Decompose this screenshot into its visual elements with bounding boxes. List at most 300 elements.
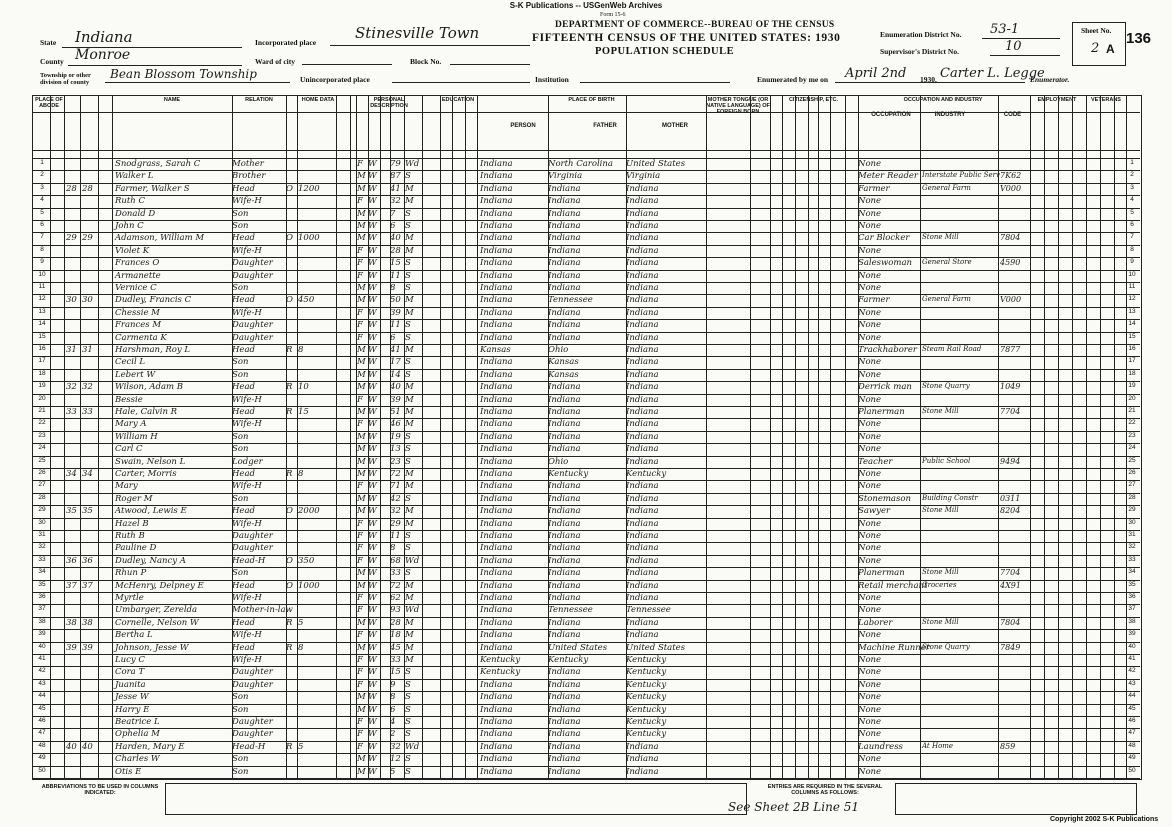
cell-val: 8 — [298, 469, 304, 479]
cell-race: W — [368, 394, 377, 405]
cell-mbp: Indiana — [626, 345, 659, 355]
cell-sex: F — [357, 196, 363, 207]
cell-rel: Head-H — [232, 555, 266, 566]
cell-ind: General Farm — [922, 295, 971, 304]
cell-occ: None — [858, 469, 882, 479]
cell-occ: None — [858, 481, 882, 492]
cell-age: 32 — [390, 506, 401, 517]
cell-occ: None — [858, 307, 882, 318]
cell-name: Harry E — [115, 704, 150, 715]
cell-age: 68 — [390, 555, 401, 566]
cell-age: 18 — [390, 630, 401, 641]
grid-column-line — [706, 95, 707, 778]
cell-sex: F — [357, 481, 363, 492]
cell-fbp: Indiana — [548, 320, 581, 331]
cell-race: W — [368, 766, 377, 777]
cell-name: Hale, Calvin R — [115, 407, 178, 417]
cell-occ: Stonemason — [858, 493, 911, 504]
cell-fbp: Indiana — [548, 444, 581, 455]
cell-n: 21 — [38, 407, 46, 414]
cell-mbp: Indiana — [626, 531, 659, 541]
row-number-right: 27 — [1128, 481, 1136, 489]
cell-mar: S — [405, 766, 411, 777]
cell-n: 33 — [38, 555, 46, 563]
cell-occ: Teacher — [858, 456, 893, 467]
cell-race: W — [368, 307, 377, 318]
cell-age: 15 — [390, 258, 401, 269]
cell-n: 23 — [38, 431, 46, 439]
cell-n: 16 — [38, 345, 46, 352]
cell-val: 15 — [298, 407, 309, 417]
cell-race: W — [368, 258, 377, 269]
column-group-3: RELATION — [245, 97, 273, 103]
cell-fbp: Indiana — [548, 493, 581, 504]
cell-sex: F — [357, 667, 363, 678]
cell-val: 5 — [298, 741, 304, 752]
cell-rel: Son — [232, 692, 249, 703]
cell-own: O — [286, 183, 293, 194]
cell-bp: Indiana — [480, 221, 513, 231]
see-sheet-note: See Sheet 2B Line 51 — [728, 800, 860, 814]
cell-occ: None — [858, 754, 882, 765]
cell-val: 1000 — [298, 233, 320, 244]
cell-bp: Indiana — [480, 196, 513, 207]
cell-n: 38 — [38, 617, 46, 625]
cell-rel: Son — [232, 704, 249, 715]
cell-rel: Wife-H — [232, 196, 262, 207]
grid-column-line — [1086, 95, 1087, 778]
enumerator-label: Enumerator. — [1030, 75, 1070, 84]
entries-table — [895, 783, 1137, 815]
cell-fbp: Indiana — [548, 741, 581, 752]
cell-own: O — [286, 233, 293, 244]
cell-mbp: Indiana — [626, 295, 659, 306]
cell-fbp: Indiana — [548, 580, 581, 591]
cell-occ: None — [858, 283, 882, 293]
cell-fbp: Indiana — [548, 729, 581, 740]
cell-sex: F — [357, 307, 363, 318]
cell-own: O — [286, 580, 293, 591]
row-number-right: 36 — [1128, 593, 1136, 600]
cell-fbp: Indiana — [548, 617, 581, 628]
cell-occ: Trackhaborer — [858, 345, 917, 355]
cell-bp: Indiana — [480, 208, 513, 219]
block-label: Block No. — [410, 57, 442, 66]
cell-sex: F — [357, 679, 363, 690]
grid-column-line — [1072, 95, 1073, 778]
sheet-value: 2 — [1091, 41, 1100, 56]
sheet-side: A — [1106, 42, 1115, 56]
cell-fam: 40 — [82, 741, 93, 752]
cell-sex: F — [357, 320, 363, 331]
cell-ind: Interstate Public Serv — [922, 171, 1000, 180]
cell-bp: Indiana — [480, 741, 513, 752]
form-number: Form 15-6 — [600, 12, 626, 18]
cell-dw: 32 — [66, 382, 77, 393]
cell-mbp: United States — [626, 159, 686, 169]
cell-race: W — [368, 382, 377, 393]
cell-bp: Indiana — [480, 506, 513, 517]
cell-ind: Stone Mill — [922, 233, 959, 242]
column-group-4: HOME DATA — [301, 97, 335, 103]
cell-sex: M — [357, 283, 366, 293]
footer-entries: ENTRIES ARE REQUIRED IN THE SEVERAL COLUMNS AS FOLLOWS: — [767, 784, 883, 796]
cell-sex: F — [357, 717, 363, 727]
cell-fbp: Tennessee — [548, 295, 593, 306]
cell-bp: Indiana — [480, 568, 513, 579]
cell-name: Dudley, Francis C — [115, 295, 192, 306]
cell-code: 1049 — [1000, 382, 1021, 392]
grid-column-line — [770, 95, 771, 778]
cell-name: Juanita — [115, 679, 146, 690]
cell-mar: S — [405, 283, 411, 293]
row-number-right: 50 — [1128, 766, 1136, 774]
cell-race: W — [368, 692, 377, 703]
cell-mar: M — [405, 183, 414, 194]
cell-fam: 30 — [82, 295, 93, 306]
cell-age: 32 — [390, 741, 401, 752]
cell-fbp: Indiana — [548, 183, 581, 194]
cell-mbp: Indiana — [626, 741, 659, 752]
cell-mbp: Indiana — [626, 766, 659, 777]
cell-mbp: Kentucky — [626, 704, 667, 715]
row-number-right: 26 — [1128, 469, 1136, 476]
cell-name: Charles W — [115, 754, 160, 765]
cell-n: 19 — [38, 382, 46, 390]
cell-mar: M — [405, 196, 414, 207]
row-number-right: 44 — [1128, 692, 1136, 700]
cell-race: W — [368, 295, 377, 306]
cell-dw: 37 — [66, 580, 77, 591]
cell-mar: S — [405, 444, 411, 455]
cell-race: W — [368, 283, 377, 293]
cell-fbp: Indiana — [548, 407, 581, 417]
cell-race: W — [368, 493, 377, 504]
row-number-right: 48 — [1128, 741, 1136, 749]
cell-bp: Indiana — [480, 159, 513, 169]
cell-mar: M — [405, 345, 414, 355]
header-father: FATHER — [593, 123, 617, 129]
cell-rel: Head — [232, 469, 255, 479]
cell-bp: Indiana — [480, 580, 513, 591]
cell-fam: 39 — [82, 642, 93, 653]
cell-name: Farmer, Walker S — [115, 183, 190, 194]
cell-age: 8 — [390, 543, 396, 554]
cell-sex: M — [357, 431, 366, 442]
cell-race: W — [368, 171, 377, 182]
county-label: County — [40, 57, 64, 66]
cell-sex: F — [357, 245, 363, 256]
cell-dw: 29 — [66, 233, 77, 244]
cell-sex: F — [357, 394, 363, 405]
cell-sex: M — [357, 444, 366, 455]
grid-column-line — [112, 95, 113, 778]
cell-name: Pauline D — [115, 543, 157, 554]
cell-name: Johnson, Jesse W — [115, 642, 189, 653]
cell-fam: 38 — [82, 617, 93, 628]
cell-n: 32 — [38, 543, 46, 551]
cell-code: 7704 — [1000, 568, 1021, 578]
grid-column-line — [336, 95, 337, 778]
cell-ind: Stone Mill — [922, 617, 959, 626]
grid-column-line — [350, 95, 351, 778]
cell-dw: 35 — [66, 506, 77, 517]
cell-n: 29 — [38, 506, 46, 514]
cell-age: 42 — [390, 493, 401, 504]
cell-bp: Indiana — [480, 444, 513, 455]
cell-mbp: Indiana — [626, 283, 659, 293]
cell-name: Carl C — [115, 444, 143, 455]
cell-race: W — [368, 345, 377, 355]
cell-race: W — [368, 332, 377, 343]
cell-rel: Daughter — [232, 543, 273, 554]
cell-fbp: Indiana — [548, 593, 581, 603]
cell-bp: Indiana — [480, 493, 513, 504]
cell-race: W — [368, 456, 377, 467]
cell-val: 1000 — [298, 580, 320, 591]
enumerated-date: April 2nd — [845, 66, 907, 81]
cell-n: 12 — [38, 295, 46, 303]
cell-rel: Son — [232, 369, 249, 380]
cell-val: 450 — [298, 295, 315, 306]
incorporated-value: Stinesville Town — [355, 24, 480, 42]
cell-code: V000 — [1000, 295, 1022, 305]
row-number-right: 23 — [1128, 431, 1136, 439]
cell-bp: Indiana — [480, 332, 513, 343]
grid-column-line — [465, 95, 466, 778]
cell-fbp: Kentucky — [548, 469, 589, 479]
grid-column-line — [477, 95, 478, 778]
column-group-5: PERSONAL DESCRIPTION — [370, 97, 408, 109]
column-group-11: EMPLOYMENT — [1037, 97, 1077, 103]
cell-bp: Indiana — [480, 394, 513, 405]
cell-bp: Indiana — [480, 754, 513, 765]
cell-rel: Head — [232, 617, 255, 628]
cell-mar: S — [405, 729, 411, 740]
cell-ind: Stone Quarry — [922, 382, 970, 391]
cell-n: 49 — [38, 754, 46, 762]
cell-mar: M — [405, 394, 414, 405]
cell-rel: Son — [232, 568, 249, 579]
cell-rel: Son — [232, 208, 249, 219]
row-number-right: 34 — [1128, 568, 1136, 576]
grid-column-line — [808, 95, 809, 778]
cell-fbp: Indiana — [548, 568, 581, 579]
cell-bp: Indiana — [480, 642, 513, 653]
cell-mar: S — [405, 332, 411, 343]
cell-age: 41 — [390, 183, 401, 194]
cell-fbp: Indiana — [548, 332, 581, 343]
cell-fbp: Indiana — [548, 419, 581, 430]
cell-sex: M — [357, 704, 366, 715]
cell-mbp: Indiana — [626, 270, 659, 281]
row-number-right: 35 — [1128, 580, 1136, 588]
cell-rel: Son — [232, 493, 249, 504]
cell-mbp: Indiana — [626, 233, 659, 244]
cell-fbp: Kansas — [548, 357, 579, 368]
cell-name: Roger M — [115, 493, 153, 504]
cell-fbp: Indiana — [548, 506, 581, 517]
column-group-6: EDUCATION — [441, 97, 475, 103]
grid-column-line — [98, 95, 99, 778]
cell-age: 11 — [390, 531, 401, 541]
cell-mbp: Indiana — [626, 320, 659, 331]
cell-bp: Indiana — [480, 382, 513, 393]
cell-val: 8 — [298, 345, 304, 355]
grid-column-line — [1100, 95, 1101, 778]
cell-n: 17 — [38, 357, 46, 365]
row-number-right: 21 — [1128, 407, 1136, 414]
cell-age: 8 — [390, 692, 396, 703]
cell-bp: Indiana — [480, 419, 513, 430]
cell-name: Frances M — [115, 320, 162, 331]
cell-race: W — [368, 580, 377, 591]
cell-bp: Indiana — [480, 369, 513, 380]
cell-age: 19 — [390, 431, 401, 442]
cell-rel: Wife-H — [232, 593, 262, 603]
cell-rel: Head — [232, 407, 255, 417]
grid-column-line — [297, 95, 298, 778]
cell-sex: M — [357, 382, 366, 393]
cell-fbp: Ohio — [548, 456, 569, 467]
cell-own: R — [286, 469, 293, 479]
cell-n: 39 — [38, 630, 46, 638]
cell-occ: Laundress — [858, 741, 903, 752]
header-mother: MOTHER — [662, 123, 688, 129]
cell-fbp: Indiana — [548, 233, 581, 244]
cell-fbp: Indiana — [548, 704, 581, 715]
cell-fbp: Indiana — [548, 531, 581, 541]
row-number-right: 19 — [1128, 382, 1136, 390]
cell-rel: Wife-H — [232, 245, 262, 256]
cell-n: 18 — [38, 369, 46, 377]
cell-mbp: Indiana — [626, 196, 659, 207]
cell-sex: F — [357, 593, 363, 603]
header-occupation: OCCUPATION — [871, 112, 911, 118]
cell-race: W — [368, 419, 377, 430]
cell-race: W — [368, 717, 377, 727]
sheet-number-box — [1072, 22, 1126, 66]
cell-bp: Indiana — [480, 766, 513, 777]
cell-bp: Indiana — [480, 431, 513, 442]
cell-race: W — [368, 431, 377, 442]
cell-sex: F — [357, 655, 363, 665]
cell-race: W — [368, 444, 377, 455]
cell-age: 72 — [390, 469, 401, 479]
header-industry: INDUSTRY — [934, 112, 966, 118]
cell-occ: Meter Reader — [858, 171, 918, 182]
cell-name: Umbarger, Zerelda — [115, 605, 198, 616]
cell-name: Harshman, Roy L — [115, 345, 191, 355]
cell-rel: Son — [232, 754, 249, 765]
cell-bp: Indiana — [480, 245, 513, 256]
cell-age: 32 — [390, 196, 401, 207]
cell-fbp: Indiana — [548, 630, 581, 641]
cell-fbp: Indiana — [548, 221, 581, 231]
grid-column-line — [64, 95, 65, 778]
cell-n: 48 — [38, 741, 46, 749]
cell-rel: Head — [232, 580, 255, 591]
cell-code: 4X91 — [1000, 580, 1021, 590]
cell-occ: None — [858, 605, 882, 616]
cell-bp: Indiana — [480, 357, 513, 368]
cell-n: 43 — [38, 679, 46, 687]
cell-mbp: Kentucky — [626, 729, 667, 740]
cell-code: 7804 — [1000, 233, 1021, 243]
cell-own: R — [286, 617, 293, 628]
row-number-right: 49 — [1128, 754, 1136, 762]
cell-n: 10 — [38, 270, 46, 278]
cell-code: 0311 — [1000, 493, 1021, 503]
cell-sex: F — [357, 555, 363, 566]
cell-occ: None — [858, 729, 882, 740]
cell-name: Myrtle — [115, 593, 144, 603]
cell-mar: S — [405, 531, 411, 541]
cell-age: 11 — [390, 320, 401, 331]
cell-mbp: Indiana — [626, 456, 659, 467]
cell-race: W — [368, 481, 377, 492]
copyright: Copyright 2002 S-K Publications — [1050, 816, 1159, 823]
cell-bp: Indiana — [480, 679, 513, 690]
cell-n: 2 — [40, 171, 44, 179]
cell-fbp: Indiana — [548, 667, 581, 678]
cell-occ: Sawyer — [858, 506, 891, 517]
cell-fam: 36 — [82, 555, 93, 566]
cell-name: Chessie M — [115, 307, 160, 318]
cell-bp: Indiana — [480, 295, 513, 306]
row-number-right: 5 — [1130, 208, 1134, 216]
cell-mbp: Indiana — [626, 183, 659, 194]
cell-n: 50 — [38, 766, 46, 774]
cell-ind: General Farm — [922, 183, 971, 192]
row-number-right: 13 — [1128, 307, 1136, 315]
cell-sex: M — [357, 233, 366, 244]
cell-occ: None — [858, 444, 882, 455]
cell-sex: F — [357, 270, 363, 281]
row-number-right: 7 — [1130, 233, 1134, 241]
cell-age: 45 — [390, 642, 401, 653]
cell-name: Jesse W — [115, 692, 149, 703]
cell-fbp: Indiana — [548, 208, 581, 219]
grid-column-line — [440, 95, 441, 778]
cell-race: W — [368, 704, 377, 715]
cell-fam: 31 — [82, 345, 93, 355]
grid-column-line — [1114, 95, 1115, 778]
cell-name: Frances O — [115, 258, 160, 269]
row-number-right: 39 — [1128, 630, 1136, 638]
grid-column-line — [452, 95, 453, 778]
cell-rel: Wife-H — [232, 419, 262, 430]
cell-mbp: Indiana — [626, 506, 659, 517]
cell-race: W — [368, 221, 377, 231]
cell-occ: None — [858, 518, 882, 529]
cell-mar: S — [405, 692, 411, 703]
cell-fam: 33 — [82, 407, 93, 417]
cell-mar: S — [405, 493, 411, 504]
cell-name: Beatrice L — [115, 717, 160, 727]
cell-age: 14 — [390, 369, 401, 380]
cell-bp: Indiana — [480, 258, 513, 269]
row-number-right: 43 — [1128, 679, 1136, 687]
cell-n: 24 — [38, 444, 46, 452]
cell-mbp: Tennessee — [626, 605, 671, 616]
cell-race: W — [368, 208, 377, 219]
cell-fbp: Virginia — [548, 171, 583, 182]
cell-bp: Indiana — [480, 555, 513, 566]
cell-bp: Indiana — [480, 407, 513, 417]
cell-name: Cecil L — [115, 357, 146, 368]
cell-mar: M — [405, 481, 414, 492]
